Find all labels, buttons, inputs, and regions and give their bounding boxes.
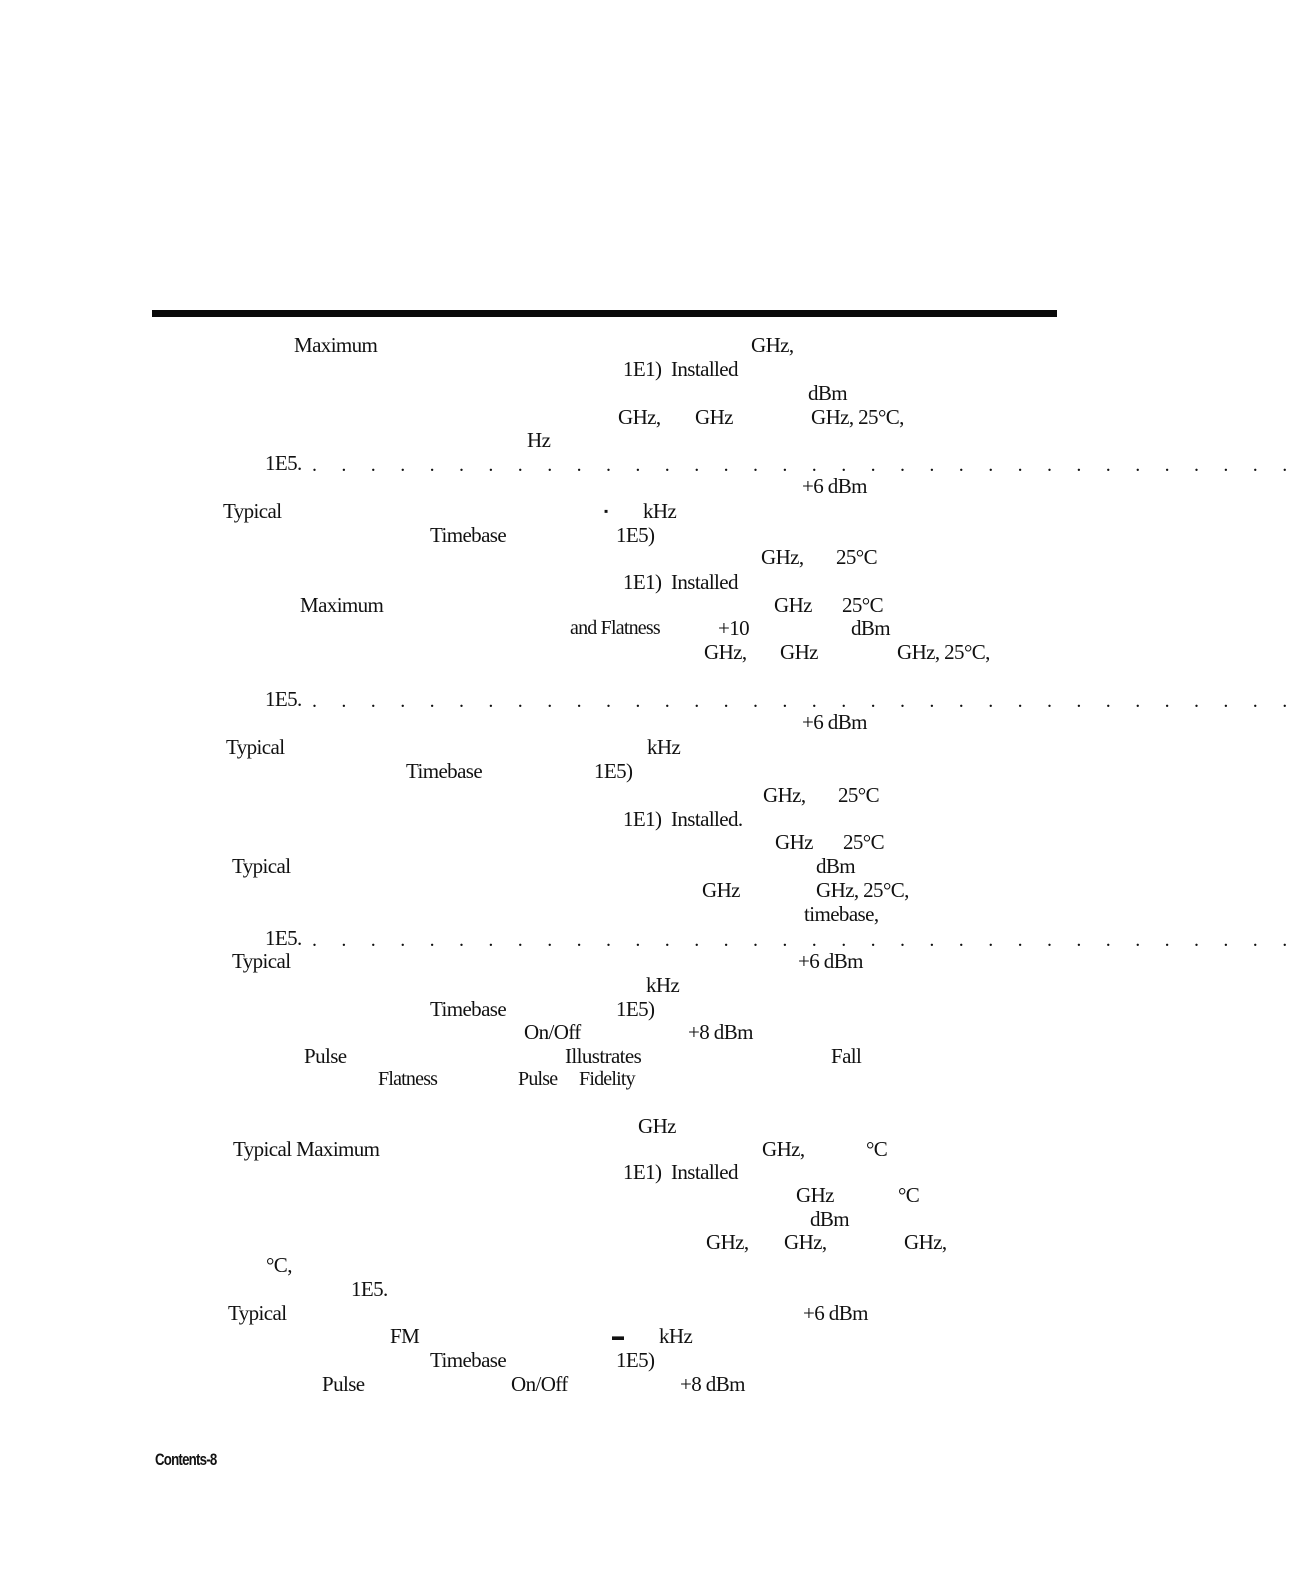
text-fragment: GHz, <box>618 405 661 429</box>
text-fragment: 1E5. <box>351 1277 388 1301</box>
text-fragment: GHz <box>774 593 812 617</box>
text-fragment: Hz <box>527 428 551 452</box>
dot-leader: . . . . . . . . . . . . . . . . . . . . . . . . . . . . . . . . . . <box>312 929 1297 951</box>
text-fragment: GHz, <box>763 783 806 807</box>
page-footer-label: Contents-8 <box>155 1450 217 1469</box>
text-fragment: 1E1) <box>623 1160 662 1184</box>
text-fragment: +8 dBm <box>680 1372 745 1396</box>
text-fragment: GHz, <box>706 1230 749 1254</box>
text-fragment: On/Off <box>511 1372 568 1396</box>
text-fragment: Timebase <box>430 997 507 1021</box>
text-fragment: °C <box>866 1137 888 1161</box>
bullet-mark: ▪ <box>604 504 608 518</box>
text-fragment: 1E5) <box>616 523 655 547</box>
text-fragment: Installed <box>671 1160 738 1184</box>
text-fragment: GHz, 25°C, <box>811 405 904 429</box>
text-fragment: Fidelity <box>579 1068 635 1090</box>
text-fragment: 1E5) <box>616 1348 655 1372</box>
text-fragment: Maximum <box>294 333 378 357</box>
text-fragment: GHz <box>780 640 818 664</box>
text-fragment: FM <box>390 1324 420 1348</box>
text-fragment: and Flatness <box>570 617 660 639</box>
text-fragment: Timebase <box>406 759 483 783</box>
text-fragment: +8 dBm <box>688 1020 753 1044</box>
text-fragment: GHz <box>695 405 733 429</box>
dash-mark: ▬ <box>612 1329 624 1343</box>
text-fragment: +6 dBm <box>803 1301 868 1325</box>
text-fragment: GHz, <box>904 1230 947 1254</box>
text-fragment: Typical <box>226 735 285 759</box>
text-fragment: 25°C <box>842 593 884 617</box>
text-fragment: On/Off <box>524 1020 581 1044</box>
text-fragment: kHz <box>647 735 681 759</box>
text-fragment: Flatness <box>378 1068 438 1090</box>
text-fragment: Pulse <box>518 1068 558 1090</box>
text-fragment: Installed <box>671 357 738 381</box>
text-fragment: kHz <box>659 1324 693 1348</box>
text-fragment: +6 dBm <box>802 710 867 734</box>
text-fragment: GHz, 25°C, <box>897 640 990 664</box>
text-fragment: Fall <box>831 1044 862 1068</box>
text-fragment: Installed <box>671 570 738 594</box>
text-fragment: Typical <box>232 949 291 973</box>
text-fragment: dBm <box>810 1207 850 1231</box>
text-fragment: Timebase <box>430 1348 507 1372</box>
text-fragment: Typical Maximum <box>233 1137 380 1161</box>
text-fragment: GHz, <box>704 640 747 664</box>
dot-leader: . . . . . . . . . . . . . . . . . . . . . . . . . . . . . . . . . . <box>312 690 1297 712</box>
text-fragment: Illustrates <box>565 1044 642 1068</box>
text-fragment: 25°C <box>838 783 880 807</box>
text-fragment: 1E5. <box>265 687 302 711</box>
text-fragment: Maximum <box>300 593 384 617</box>
text-fragment: 25°C <box>843 830 885 854</box>
text-fragment: Pulse <box>304 1044 347 1068</box>
text-fragment: °C, <box>266 1253 292 1277</box>
text-fragment: GHz, <box>784 1230 827 1254</box>
text-fragment: GHz, <box>762 1137 805 1161</box>
dot-leader: . . . . . . . . . . . . . . . . . . . . . . . . . . . . . . . . . . <box>312 454 1297 476</box>
text-fragment: 1E5. <box>265 451 302 475</box>
text-fragment: dBm <box>851 616 891 640</box>
text-fragment: dBm <box>808 381 848 405</box>
text-fragment: 1E5) <box>616 997 655 1021</box>
text-fragment: 1E5. <box>265 926 302 950</box>
text-fragment: Typical <box>228 1301 287 1325</box>
text-fragment: GHz, 25°C, <box>816 878 909 902</box>
text-fragment: GHz <box>638 1114 676 1138</box>
text-fragment: dBm <box>816 854 856 878</box>
text-fragment: kHz <box>646 973 680 997</box>
text-fragment: Typical <box>232 854 291 878</box>
text-fragment: GHz <box>796 1183 834 1207</box>
text-fragment: timebase, <box>804 902 879 926</box>
text-fragment: Timebase <box>430 523 507 547</box>
text-fragment: 1E1) <box>623 357 662 381</box>
text-fragment: 1E5) <box>594 759 633 783</box>
text-fragment: Pulse <box>322 1372 365 1396</box>
text-fragment: 1E1) <box>623 807 662 831</box>
section-rule <box>152 310 1057 317</box>
text-fragment: Typical <box>223 499 282 523</box>
text-fragment: Installed. <box>671 807 743 831</box>
text-fragment: GHz <box>775 830 813 854</box>
text-fragment: GHz <box>702 878 740 902</box>
text-fragment: +6 dBm <box>802 474 867 498</box>
text-fragment: GHz, <box>761 545 804 569</box>
text-fragment: 1E1) <box>623 570 662 594</box>
text-fragment: +6 dBm <box>798 949 863 973</box>
text-fragment: kHz <box>643 499 677 523</box>
text-fragment: +10 <box>718 616 750 640</box>
text-fragment: °C <box>898 1183 920 1207</box>
text-fragment: GHz, <box>751 333 794 357</box>
text-fragment: 25°C <box>836 545 878 569</box>
